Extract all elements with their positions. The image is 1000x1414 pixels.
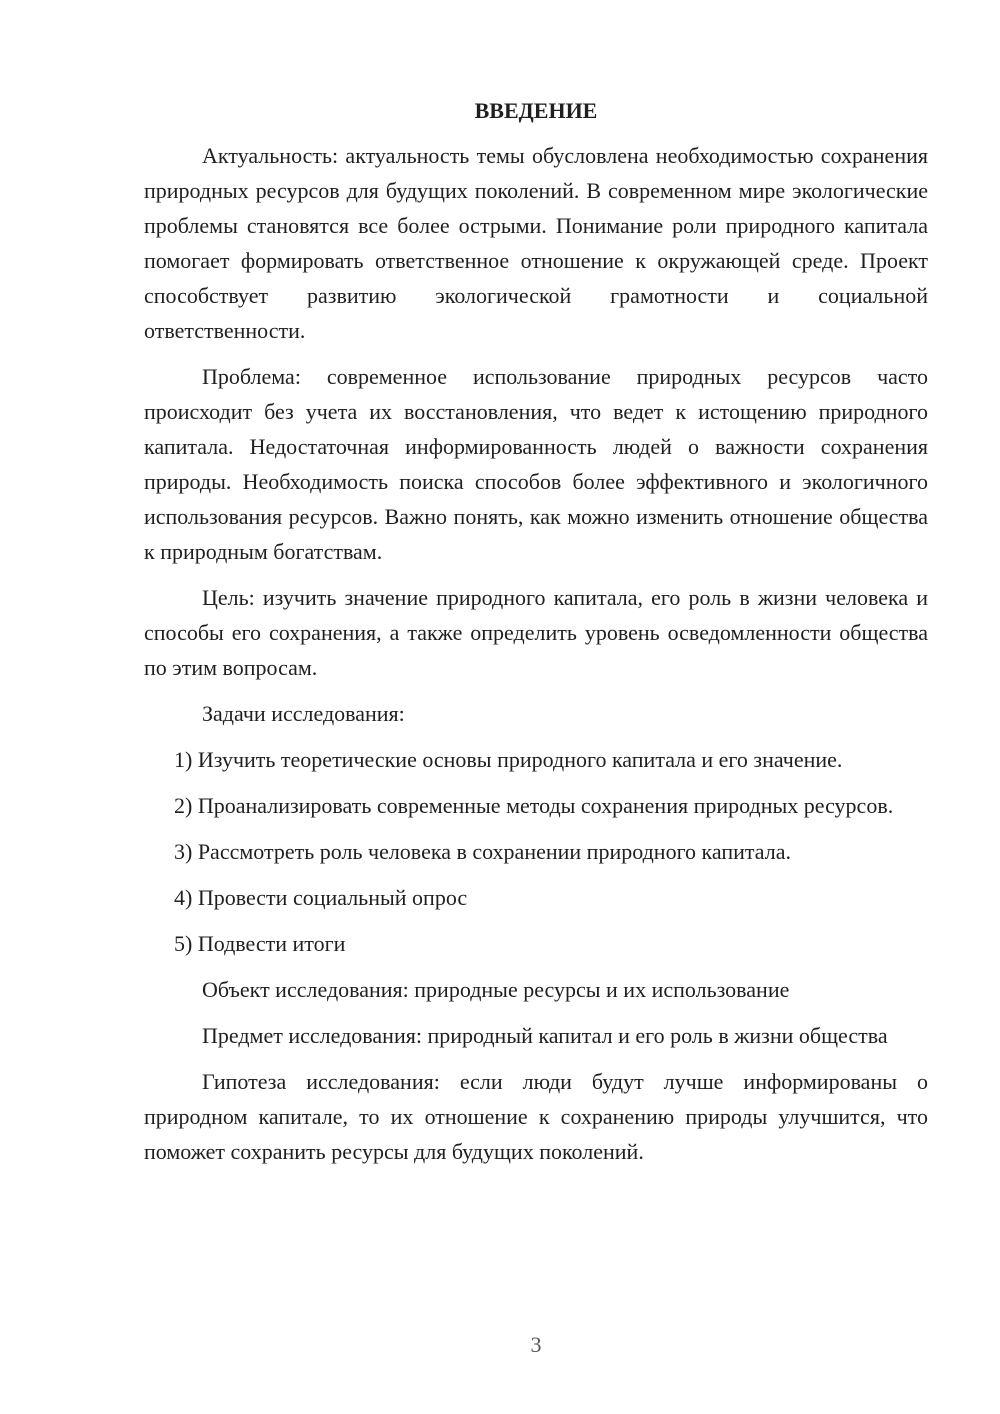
task-item: 1) Изучить теоретические основы природного капитала и его значение. [174,747,843,772]
task-item: 3) Рассмотреть роль человека в сохранении природного капитала. [174,839,791,864]
task-item: 4) Провести социальный опрос [174,885,468,910]
tasks-title: Задачи исследования: [202,701,405,726]
subject-paragraph: Предмет исследования: природный капитал и его роль в жизни общества [202,1023,888,1048]
relevance-paragraph: Актуальность: актуальность темы обусловлена необходимостью сохранения природных ресурсов для будущих поколений. В современном мире экологические проблемы становятся все более острыми. Понимание роли природного капитала помогает формировать ответственное отношение к окружающей среде. Проект способствует развитию экологической грамотности и социальной ответственности. [144,143,928,343]
object-paragraph: Объект исследования: природные ресурсы и их использование [202,977,790,1002]
goal-paragraph: Цель: изучить значение природного капитала, его роль в жизни человека и способы его сохранения, а также определить уровень осведомленности общества по этим вопросам. [144,585,928,680]
section-heading: ВВЕДЕНИЕ [474,98,598,123]
hypothesis-paragraph: Гипотеза исследования: если люди будут лучше информированы о природном капитале, то их отношение к сохранению природы улучшится, что поможет сохранить ресурсы для будущих поколений. [144,1069,928,1164]
task-item: 2) Проанализировать современные методы сохранения природных ресурсов. [174,793,894,818]
problem-paragraph: Проблема: современное использование природных ресурсов часто происходит без учета их восстановления, что ведет к истощению природного капитала. Недостаточная информированность людей о важности сохранения природы. Необходимость поиска способов более эффективного и экологичного использования ресурсов. Важно понять, как можно изменить отношение общества к природным богатствам. [144,364,928,564]
task-item: 5) Подвести итоги [174,931,346,956]
page-content [144,96,928,1180]
page-number: 3 [530,1332,542,1357]
